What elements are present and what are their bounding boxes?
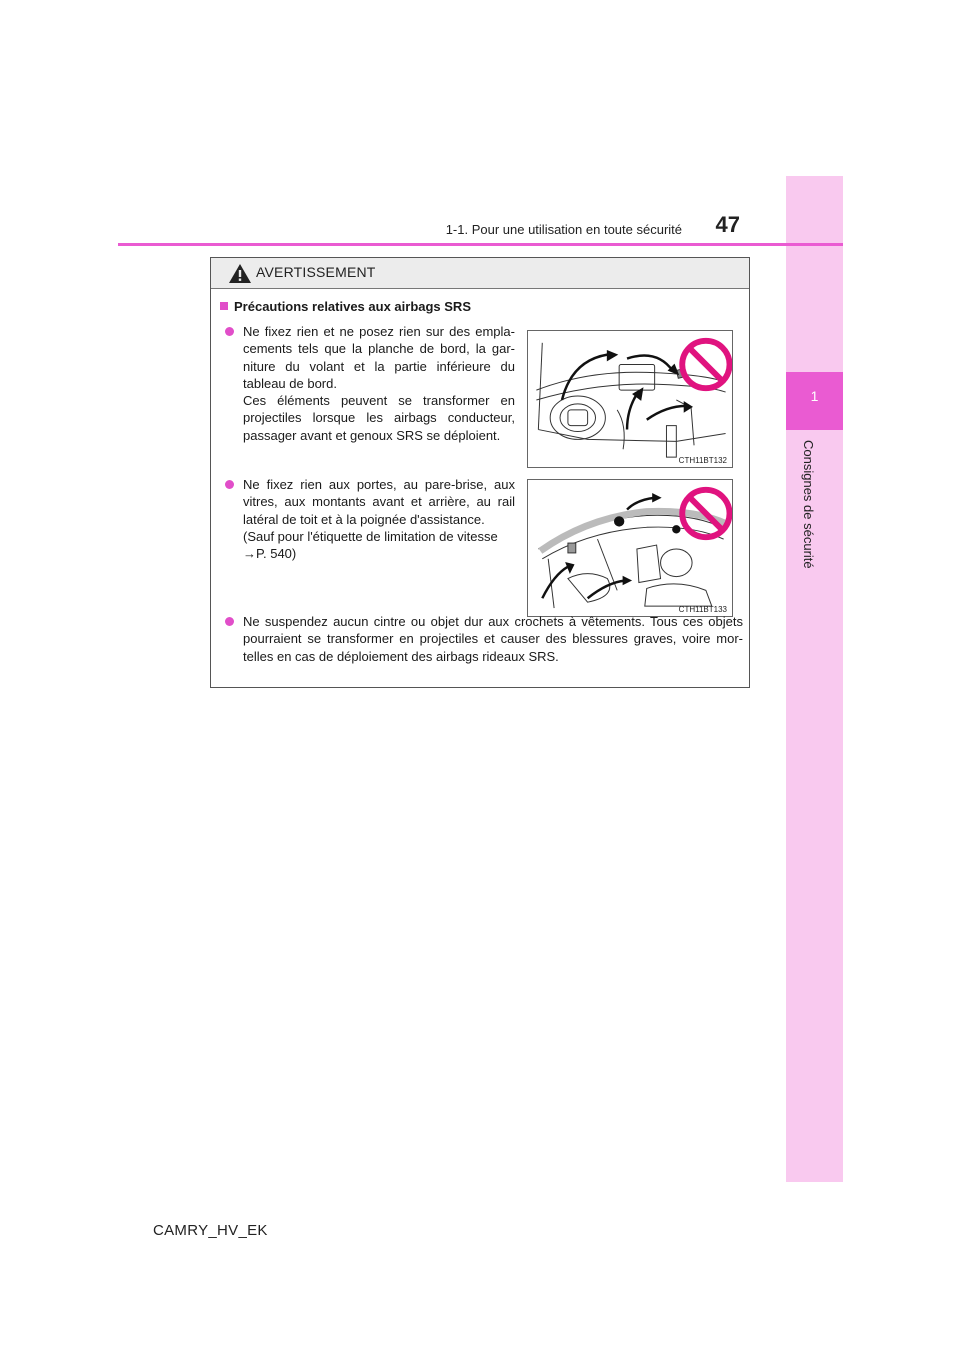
warning-box — [210, 257, 750, 688]
chapter-side-tab — [786, 176, 843, 1182]
warning-subheading: Précautions relatives aux airbags SRS — [220, 299, 471, 314]
dashboard-drawing — [528, 331, 732, 467]
bullet-item: Ne suspendez aucun cintre ou objet dur aux crochets à vêtements. Tous ces objets pourraient se transformer en projectiles et causer des blessures graves, voire mor- telles en cas de déploiement des airbags rideaux SRS. — [243, 613, 743, 665]
illustration-code: CTH11BT132 — [678, 456, 727, 465]
section-title: 1-1. Pour une utilisation en toute sécurité — [445, 222, 682, 237]
page-number: 47 — [715, 212, 740, 237]
illustration-code: CTH11BT133 — [678, 605, 727, 614]
dashboard-illustration — [527, 330, 733, 468]
warning-triangle-icon — [228, 263, 252, 284]
interior-illustration — [527, 479, 733, 617]
prohibited-sign-icon — [682, 341, 729, 388]
square-bullet-icon — [220, 302, 228, 310]
page-reference: P. 540) — [256, 546, 297, 562]
chapter-title: Consignes de sécurité — [801, 440, 816, 569]
warning-header — [211, 258, 749, 289]
bullet-dot-icon — [225, 480, 234, 489]
interior-drawing — [528, 480, 732, 616]
bullet-dot-icon — [225, 327, 234, 336]
bullet-item: Ne fixez rien et ne posez rien sur des empla- cements tels que la planche de bord, la gar- niture du volant et la partie inférieure du tableau de bord. Ces éléments peuvent se transformer en projectiles lorsque les airbags conducteur, passager avant et genoux SRS se déploient. — [243, 323, 515, 444]
header-rule — [118, 243, 843, 246]
bullet-item: Ne fixez rien aux portes, au pare-brise, aux vitres, aux montants avant et arrière, au rail latéral de toit et à la poignée d'assistance. (Sauf pour l'étiquette de limitation de vitesse →P. 540) — [243, 476, 515, 562]
chapter-number: 1 — [810, 388, 819, 404]
arrow-right-icon: → — [243, 546, 256, 562]
warning-title: AVERTISSEMENT — [256, 264, 376, 280]
footer-model-code: CAMRY_HV_EK — [153, 1222, 268, 1239]
bullet-dot-icon — [225, 617, 234, 626]
